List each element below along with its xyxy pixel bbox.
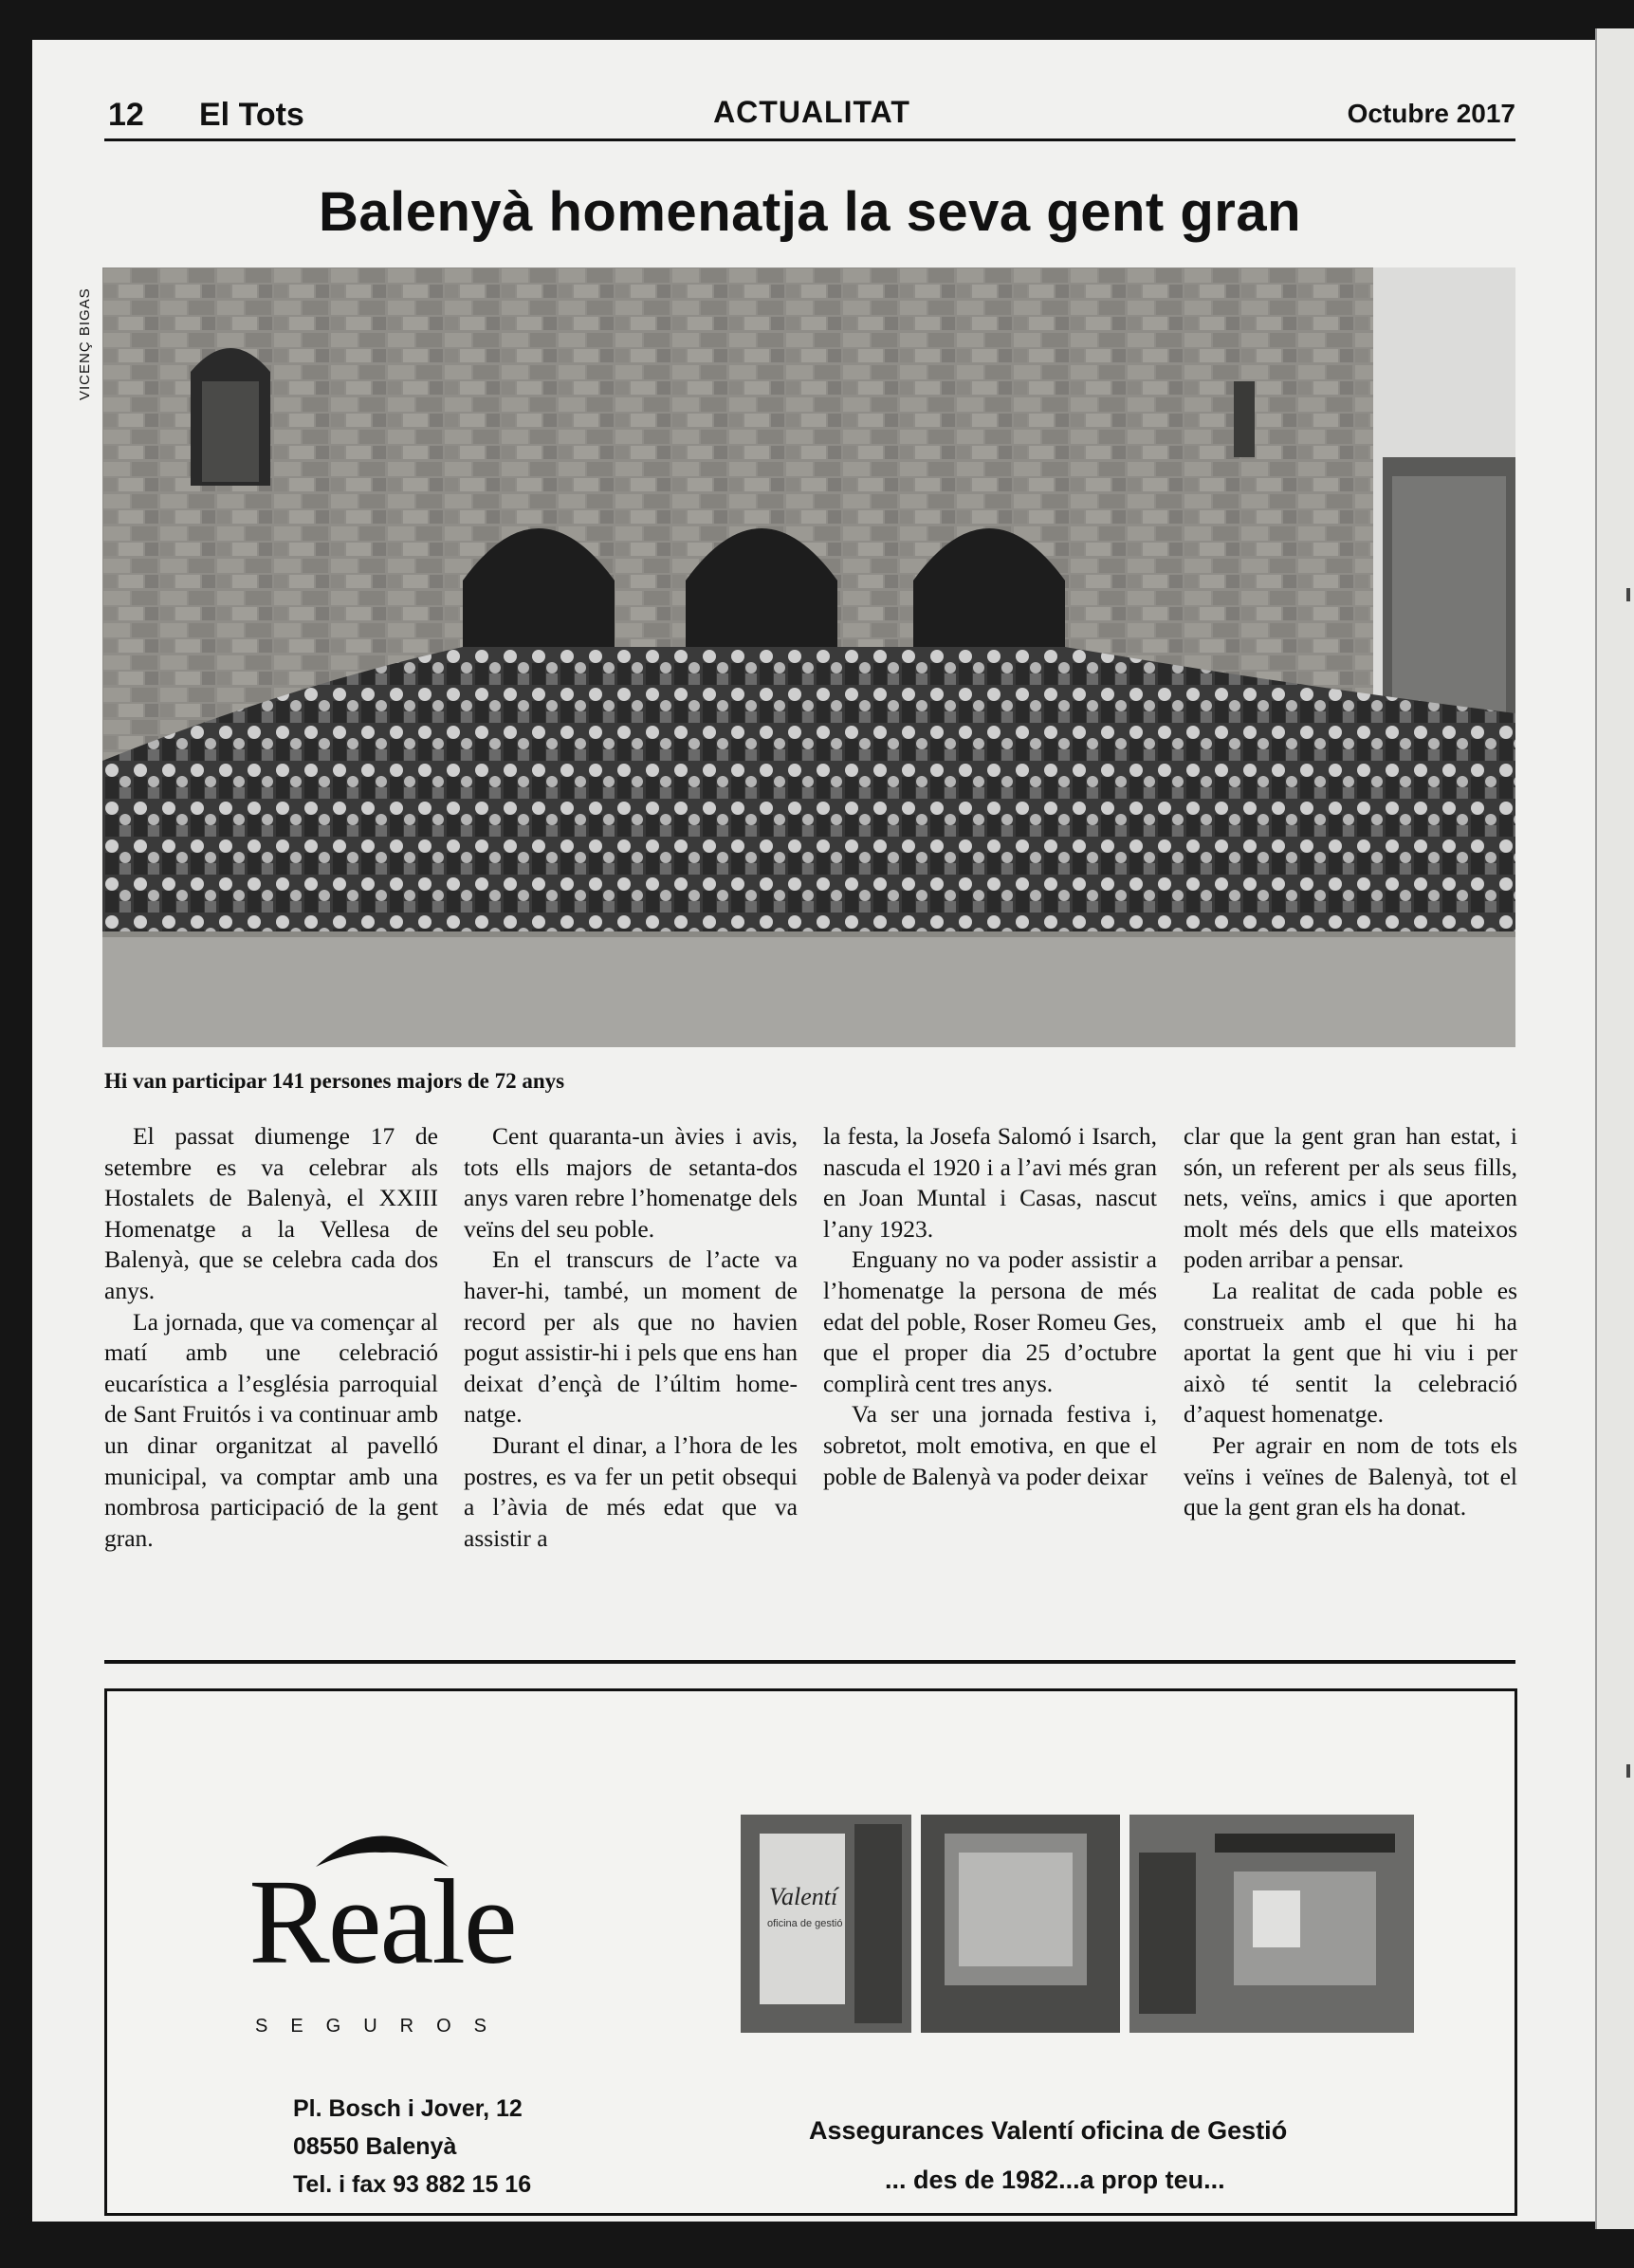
section-title: ACTUALITAT xyxy=(713,95,910,129)
address-street: Pl. Bosch i Jover, 12 xyxy=(293,2095,523,2122)
ad-slogan: ... des de 1982...a prop teu... xyxy=(885,2166,1225,2194)
group-photo-image xyxy=(102,267,1515,1047)
newspaper-page xyxy=(32,40,1595,2222)
brand-subtitle: SEGUROS xyxy=(254,2016,510,2037)
paragraph: Durant el dinar, a l’hora de les postres, es va fer un petit obsequi a l’àvia de més edat que va assistir a xyxy=(464,1430,798,1552)
ad-address xyxy=(293,2090,531,2203)
issue-date: Octubre 2017 xyxy=(1347,99,1515,128)
paragraph: La realitat de cada poble es construeix amb el que hi ha aportat la gent que hi viu i per això té sentit la celebració d’aquest homenatge. xyxy=(1184,1276,1517,1429)
page-number: 12 xyxy=(108,97,144,133)
publication-name: El Tots xyxy=(199,97,304,133)
shop-sign-subtitle: oficina de gestió xyxy=(767,1918,843,1929)
paragraph: Va ser una jornada festiva i, sobretot, molt emotiva, en que el poble de Balenyà va poder deixar xyxy=(823,1400,1157,1490)
office-photos-image xyxy=(741,1815,1414,2033)
page-header xyxy=(108,89,1515,138)
article-headline: Balenyà homenatja la seva gent gran xyxy=(318,181,1302,243)
paragraph: El passat diumenge 17 de setembre es va celebrar als Hostalets de Balenyà, el XXIII Homenatge a la Vellesa de Balenyà, que se celebra cada dos anys. xyxy=(104,1122,438,1304)
paragraph: la festa, la Josefa Salomó i Isarch, nascuda el 1920 i a l’avi més gran en Joan Muntal i Casas, nascut l’any 1923. xyxy=(823,1122,1157,1243)
section-rule xyxy=(104,1660,1515,1664)
page-edge-mark xyxy=(1626,1764,1630,1778)
paragraph: Per agrair en nom de tots els veïns i veïnes de Balenyà, tot el que la gent gran els ha donat. xyxy=(1184,1430,1517,1521)
photo-caption: Hi van participar 141 persones majors de 72 anys xyxy=(104,1069,565,1093)
paragraph: clar que la gent gran han estat, i són, un referent per als seus fills, nets, veïns, amics i que aporten molt més dels que ells mateixos poden arribar a pensar. xyxy=(1184,1122,1517,1274)
article-column-2 xyxy=(464,1121,798,1554)
next-page-edge xyxy=(1595,28,1634,2229)
article-column-4 xyxy=(1184,1121,1517,1523)
header-rule xyxy=(104,138,1515,141)
brand-name: Reale xyxy=(248,1854,516,1989)
reale-logo xyxy=(211,1815,553,2037)
office-photos xyxy=(741,1815,1414,2033)
article-column-1 xyxy=(104,1121,438,1554)
advertisement-box xyxy=(104,1688,1517,2216)
group-photo xyxy=(102,267,1515,1047)
article-column-3 xyxy=(823,1121,1157,1492)
photo-credit: VICENÇ BIGAS xyxy=(77,287,93,400)
page-edge-mark xyxy=(1626,588,1630,601)
address-postal: 08550 Balenyà xyxy=(293,2133,457,2160)
paragraph: La jornada, que va començar al matí amb une celebració eucarística a l’església parroquial de Sant Fruitós i va continuar amb un dinar organitzat al pavelló municipal, va comptar amb una nombrosa participació de la gent gran. xyxy=(104,1307,438,1552)
shop-sign: Valentí xyxy=(769,1883,838,1910)
paragraph: Enguany no va poder assistir a l’homenatge la persona de més edat del poble, Roser Romeu Ges, que el proper dia 25 d’octubre complirà cent tres anys. xyxy=(823,1245,1157,1397)
paragraph: Cent quaranta-un àvies i avis, tots ells majors de setanta-dos anys varen rebre l’homenatge dels veïns del seu poble. xyxy=(464,1122,798,1243)
ad-tagline: Assegurances Valentí oficina de Gestió xyxy=(809,2116,1288,2145)
phone: Tel. i fax 93 882 15 16 xyxy=(293,2171,532,2198)
paragraph: En el transcurs de l’acte va haver-hi, també, un moment de record per als que no havien pogut assistir-hi i pels que ens han deixat d’ençà de l’últim homenatge. xyxy=(464,1245,798,1429)
